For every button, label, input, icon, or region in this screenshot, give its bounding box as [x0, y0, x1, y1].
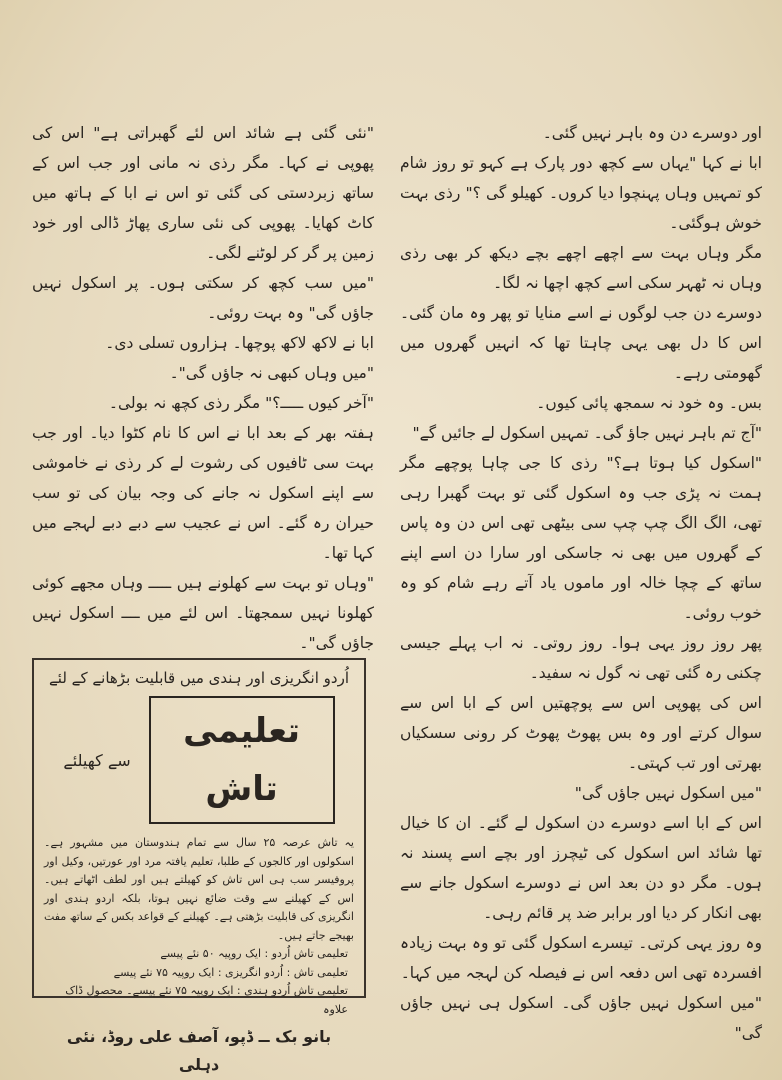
paragraph: "نئی گئی ہے شائد اس لئے گھبراتی ہے" اس کی پھوپی نے کہا۔ مگر رذی نہ مانی اور جب اس کے ساتھ زبردستی کی گئی تو اس نے ابا کے ہاتھ میں کاٹ کھایا۔ پھوپی کی نئی ساری پھاڑ ڈالی اور خود زمین پر گر کر لوٹنے لگی۔	[32, 124, 374, 262]
paragraph: مگر وہاں بہت سے اچھے اچھے بچے دیکھ کر بھی رذی وہاں نہ ٹھہر سکی اسے کچھ اچھا نہ لگا۔	[400, 244, 762, 292]
right-text-column	[400, 118, 762, 1048]
paragraph: ہفتہ بھر کے بعد ابا نے اس کا نام کٹوا دیا۔ اور جب بہت سی ٹافیوں کی رشوت لے کر رذی نے خاموشی سے اپنے اسکول نہ جانے کی وجہ بیان کی تو سب حیران رہ گئے۔ اس نے عجیب سے دبے دبے لہجے میں کہا تھا۔	[32, 424, 374, 562]
paragraph: "میں اسکول نہیں جاؤں گی۔ اسکول ہی نہیں جاؤں گی"	[400, 994, 762, 1042]
paragraph: پھر روز روز یہی ہوا۔ روز روتی۔ نہ اب پہلے جیسی چکنی رہ گئی تھی نہ گول نہ سفید۔	[400, 634, 762, 682]
paragraph: دوسرے دن جب لوگوں نے اسے منایا تو پھر وہ مان گئی۔ اس کا دل بھی یہی چاہتا تھا کہ انہیں گھروں میں گھومتی رہے۔	[400, 304, 762, 382]
ad-price-line: تعلیمی تاش : اُردو انگریزی : ایک روپیہ ۷۵ نئے پیسے	[113, 965, 348, 979]
ad-title-row	[44, 696, 354, 824]
paragraph: بس۔ وہ خود نہ سمجھ پائی کیوں۔	[536, 394, 762, 412]
ad-price-line: تعلیمی تاش اُردو : ایک روپیہ ۵۰ نئے پیسے	[160, 947, 348, 960]
paragraph: اس کے ابا اسے دوسرے دن اسکول لے گئے۔ ان کا خیال تھا شائد اس اسکول کی ٹیچرز اور بچے اسے پسند نہ ہوں۔ مگر دو دن بعد اس نے دوسرے اسکول جانے سے بھی انکار کر دیا اور برابر ضد پر قائم رہی۔	[400, 814, 762, 922]
ad-body-text: یہ تاش عرصہ ۲۵ سال سے تمام ہندوستان میں مشہور ہے۔ اسکولوں اور کالجوں کے طلبا، تعلیم یافتہ مرد اور عورتیں، وکیل اور پروفیسر سب ہی اس تاش کو کھیلتے ہیں اور لطف اٹھاتے ہیں۔ اس کے کھیلنے سے وقت ضائع نہیں ہوتا، بلکہ اردو ہندی اور انگریزی کی قابلیت بڑھتی ہے۔ کھیلنے کے قواعد بکس کے ساتھ مفت بھیجے جاتے ہیں۔	[44, 836, 354, 942]
paragraph: "اسکول کیا ہوتا ہے؟" رذی کا جی چاہا پوچھے مگر ہمت نہ پڑی جب وہ اسکول گئی تو بہت گھبرا رہی تھی، الگ الگ چپ چپ سی بیٹھی تھی اس دن وہ پاس کے گھروں میں بھی نہ جاسکی اور سارا دن اسے اپنے ساتھ کے چچا خالہ اور ماموں یاد آتے رہے شام کو وہ خوب روئی۔	[400, 454, 762, 622]
ad-subtitle: سے کھیلئے	[63, 750, 131, 770]
ad-price-line: تعلیمی تاش اُردو ہندی : ایک روپیہ ۷۵ نئے پیسے۔ محصول ڈاک علاوہ	[65, 984, 348, 1016]
paragraph: "وہاں تو بہت سے کھلونے ہیں ـــــ وہاں مجھے کوئی کھلونا نہیں سمجھتا۔ اس لئے میں ــــ اسکول نہیں جاؤں گی"۔	[32, 574, 374, 652]
paragraph: "میں اسکول نہیں جاؤں گی"	[574, 784, 762, 802]
paragraph: "آج تم باہر نہیں جاؤ گی۔ تمہیں اسکول لے جائیں گے"	[412, 424, 762, 442]
left-text-column	[32, 118, 374, 658]
ad-footer-address: بانو بک ــ ڈپو، آصف علی روڈ، نئی دہلی	[66, 1027, 332, 1074]
ad-title: تعلیمی تاش	[149, 696, 335, 824]
paragraph: ابا نے کہا "یہاں سے کچھ دور پارک ہے کہو تو روز شام کو تمہیں وہاں پہنچوا دیا کروں۔ کھیلو گی ؟" رذی بہت خوش ہوگئی۔	[400, 154, 762, 232]
paragraph: اور دوسرے دن وہ باہر نہیں گئی۔	[542, 124, 762, 142]
advertisement-box	[32, 658, 366, 1074]
ad-top-line: اُردو انگریزی اور ہندی میں قابلیت بڑھانے کے لئے	[49, 669, 349, 687]
paragraph: ابا نے لاکھ لاکھ پوچھا۔ ہزاروں تسلی دی۔	[105, 334, 374, 352]
paragraph: وہ روز یہی کرتی۔ تیسرے اسکول گئی تو وہ بہت زیادہ افسردہ تھی اس دفعہ اس نے فیصلہ کن لہجہ میں کہا۔	[400, 934, 762, 982]
paragraph: اس کی پھوپی اس سے پوچھتیں اس کے ابا اس سے سوال کرتے اور وہ بس پھوٹ پھوٹ کر رونی سسکیاں بھرتی اور تب کہتی۔	[400, 694, 762, 772]
paragraph: "میں سب کچھ کر سکتی ہوں۔ پر اسکول نہیں جاؤں گی" وہ بہت روئی۔	[32, 274, 374, 322]
paragraph: "میں وہاں کبھی نہ جاؤں گی"۔	[169, 364, 374, 382]
paragraph: "آخر کیوں ـــــ؟" مگر رذی کچھ نہ بولی۔	[108, 394, 374, 412]
